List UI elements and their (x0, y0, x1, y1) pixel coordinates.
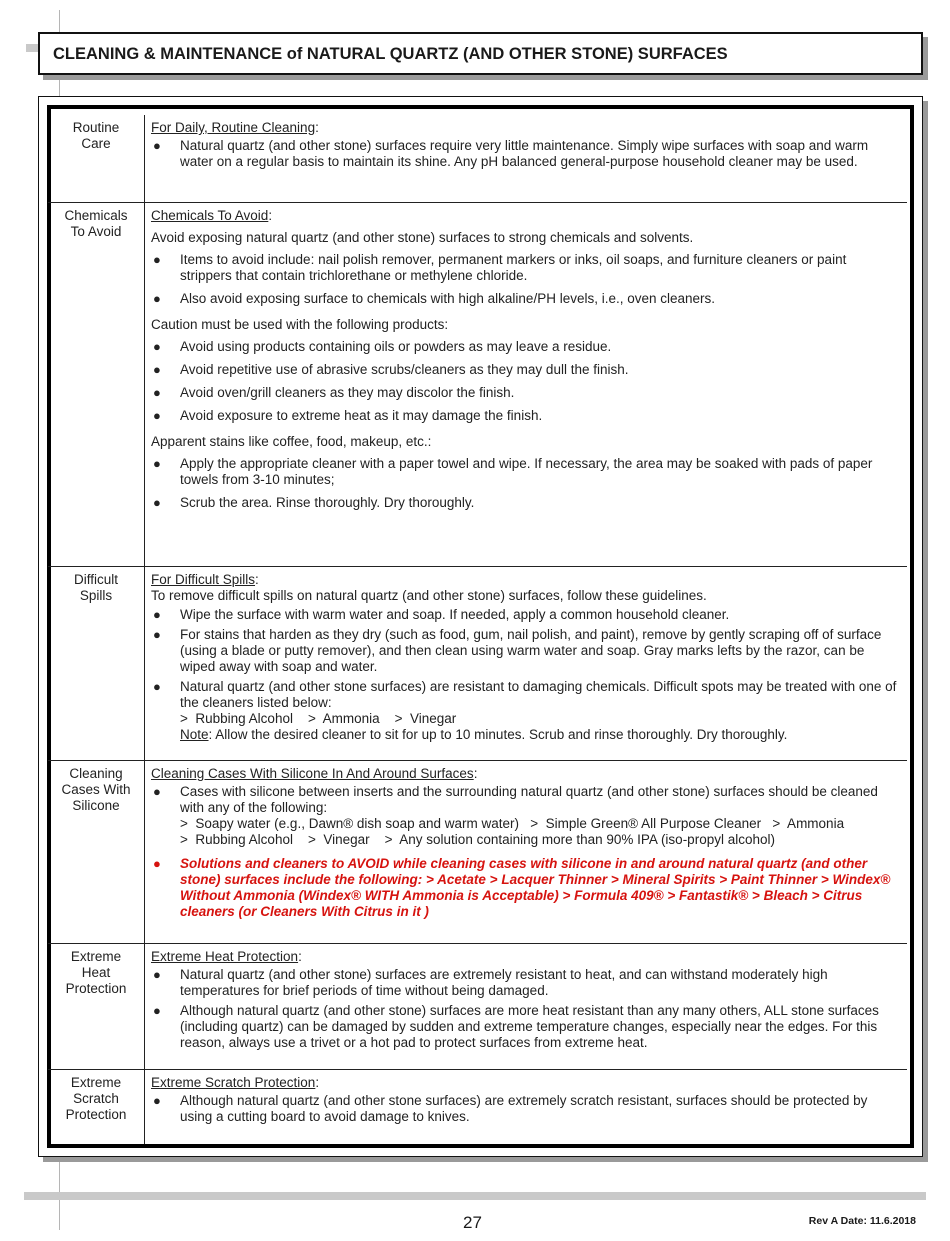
label-difficult-spills (48, 566, 145, 760)
stains-intro: Apparent stains like coffee, food, makeup, etc.: (151, 433, 432, 449)
cleaners-list: > Rubbing Alcohol > Ammonia > Vinegar (180, 710, 457, 726)
row-silicone (48, 760, 907, 943)
bullet-icon: ● (153, 678, 161, 694)
list-item: ● Natural quartz (and other stone) surfaces are extremely resistant to heat, and can withstand moderately high temperatures for brief periods of time without being damaged. (153, 966, 828, 998)
warning-item: ● Solutions and cleaners to AVOID while cleaning cases with silicone in and around natural quartz (and other stone) surfaces include the following: > Acetate > Lacquer Thinner > Mineral Spirits > Paint Thinner > Windex® Without Ammonia (Windex® WITH Ammonia is Acceptable) > Formula 409® > Fantastik® > Bleach > Citrus cleaners (or Cleaners With Citrus in it ) (153, 855, 891, 919)
heading-heat: Extreme Heat Protection (151, 948, 299, 964)
list-item: ● Avoid repetitive use of abrasive scrubs/cleaners as they may dull the finish. (153, 361, 629, 377)
bullet-icon: ● (153, 855, 161, 871)
body-routine-care: For Daily, Routine Cleaning: ● Natural quartz (and other stone) surfaces require very little maintenance. Simply wipe surfaces with soap and warm water on a regular basis to maintain its shine. Any pH balanced general-purpose household cleaner may be used. (145, 115, 908, 202)
heading-silicone: Cleaning Cases With Silicone In And Around Surfaces (151, 765, 474, 781)
label-silicone (48, 760, 145, 943)
label-text: Chemicals To Avoid (64, 207, 128, 239)
label-scratch (48, 1069, 145, 1144)
label-routine-care (48, 115, 145, 202)
note: Note: Allow the desired cleaner to sit for up to 10 minutes. Scrub and rinse thoroughly. Dry thoroughly. (180, 726, 788, 742)
bullet-icon: ● (153, 361, 161, 377)
spills-intro: To remove difficult spills on natural quartz (and other stone) surfaces, follow these guidelines. (151, 587, 707, 603)
row-routine-care (48, 115, 907, 202)
bullet-icon: ● (153, 455, 161, 471)
bullet-icon: ● (153, 626, 161, 642)
bullet-icon: ● (153, 138, 161, 153)
page-title: CLEANING & MAINTENANCE of NATURAL QUARTZ (AND OTHER STONE) SURFACES (53, 45, 728, 63)
bullet-icon: ● (153, 1002, 161, 1018)
caution-intro: Caution must be used with the following products: (151, 316, 449, 332)
body-difficult-spills: For Difficult Spills: To remove difficult spills on natural quartz (and other stone) surfaces, follow these guidelines. ● Wipe the surface with warm water and soap. If needed, apply a common household cleaner. ● For stains that harden as they dry (such as food, gum, nail polish, and paint), remove by gently scraping off of surface (using a blade or putty remover), and then clean using warm water and soap. Gray marks lefts by the razor, can be wiped away with soap and water. ● Natural quartz (and other stone surfaces) are resistant to damaging chemicals. Difficult spots may be treated with one of the cleaners listed below: > Rubbing Alcohol > Ammonia > Vinegar Note: Allow the desired cleaner to sit for up to 10 minutes. Scrub and rinse thoroughly. Dry thoroughly. (145, 566, 908, 760)
label-text: Cleaning Cases With Silicone (61, 765, 131, 813)
bullet-icon: ● (153, 783, 161, 799)
row-difficult-spills (48, 566, 907, 760)
bullet-icon: ● (153, 494, 161, 510)
list-item: ● Avoid oven/grill cleaners as they may discolor the finish. (153, 384, 515, 400)
list-item: ● Although natural quartz (and other stone surfaces) are extremely scratch resistant, surfaces should be protected by using a cutting board to avoid damage to knives. (153, 1092, 868, 1124)
care-table (48, 115, 907, 1144)
label-text: Routine Care (72, 120, 120, 151)
page-number: 27 (463, 1213, 482, 1232)
body-chemicals: Chemicals To Avoid: Avoid exposing natural quartz (and other stone) surfaces to strong chemicals and solvents. ● Items to avoid include: nail polish remover, permanent markers or inks, oil soaps, and furniture cleaners or paint strippers that contain trichlorethane or methylene chloride. ● Also avoid exposing surface to chemicals with high alkaline/PH levels, i.e., oven cleaners. Caution must be used with the following products: ● Avoid using products containing oils or powders as may leave a residue. ● Avoid repetitive use of abrasive scrubs/cleaners as they may dull the finish. ● Avoid oven/grill cleaners as they may discolor the finish. ● Avoid exposure to extreme heat as it may damage the finish. Apparent stains like coffee, food, makeup, etc.: ● Apply the appropriate cleaner with a paper towel and wipe. If necessary, the area may be soaked with pads of paper towels from 3-10 minutes; ● Scrub the area. Rinse thoroughly. Dry thoroughly. (145, 202, 908, 566)
label-text: Extreme Heat Protection (65, 948, 127, 996)
list-item: ● Cases with silicone between inserts and the surrounding natural quartz (and other stone) surfaces should be cleaned with any of the following: > Soapy water (e.g., Dawn® dish soap and warm water) > Simple Green® All Purpose Cleaner > Ammonia > Rubbing Alcohol > Vinegar > Any solution containing more than 90% IPA (iso-propyl alcohol) (151, 784, 897, 848)
bullet-icon: ● (153, 407, 161, 423)
title-box (38, 32, 923, 75)
row-scratch (48, 1069, 907, 1144)
list-item: ● For stains that harden as they dry (such as food, gum, nail polish, and paint), remove by gently scraping off of surface (using a blade or putty remover), and then clean using warm water and soap. Gray marks lefts by the razor, can be wiped away with soap and water. (153, 626, 882, 674)
label-text: Extreme Scratch Protection (65, 1074, 127, 1122)
label-heat (48, 943, 145, 1069)
label-text: Difficult Spills (73, 571, 118, 603)
bullet-icon: ● (153, 338, 161, 354)
list-item: ● Wipe the surface with warm water and soap. If needed, apply a common household cleaner. (153, 606, 730, 622)
list-item: ● Natural quartz (and other stone surfaces) are resistant to damaging chemicals. Difficult spots may be treated with one of the cleaners listed below: > Rubbing Alcohol > Ammonia > Vinegar Note: Allow the desired cleaner to sit for up to 10 minutes. Scrub and rinse thoroughly. Dry thoroughly. (153, 678, 897, 742)
row-heat (48, 943, 907, 1069)
chemicals-intro: Avoid exposing natural quartz (and other stone) surfaces to strong chemicals and solvents. (151, 229, 694, 245)
list-item: ● Scrub the area. Rinse thoroughly. Dry thoroughly. (153, 494, 475, 510)
list-item: ● Although natural quartz (and other stone) surfaces are more heat resistant than any many others, ALL stone surfaces (including quartz) can be damaged by sudden and extreme temperature changes, especially near the edges. For this reason, always use a trivet or a hot pad to protect surfaces from extreme heat. (153, 1002, 879, 1050)
bullet-icon: ● (153, 251, 161, 267)
bullet-icon: ● (153, 966, 161, 982)
footer-bar (24, 1192, 926, 1200)
heading-routine: For Daily, Routine Cleaning (151, 120, 316, 135)
bullet-icon: ● (153, 290, 161, 306)
body-silicone: Cleaning Cases With Silicone In And Around Surfaces: ● Cases with silicone between inserts and the surrounding natural quartz (and other stone) surfaces should be cleaned with any of the following: > Soapy water (e.g., Dawn® dish soap and warm water) > Simple Green® All Purpose Cleaner > Ammonia > Rubbing Alcohol > Vinegar > Any solution containing more than 90% IPA (iso-propyl alcohol) ● Solutions and cleaners to AVOID while cleaning cases with silicone in and around natural quartz (and other stone) surfaces include the following: > Acetate > Lacquer Thinner > Mineral Spirits > Paint Thinner > Windex® Without Ammonia (Windex® WITH Ammonia is Acceptable) > Formula 409® > Fantastik® > Bleach > Citrus cleaners (or Cleaners With Citrus in it ) (145, 760, 908, 943)
list-item: ● Avoid using products containing oils or powders as may leave a residue. (153, 338, 612, 354)
bullet-icon: ● (153, 384, 161, 400)
list-item: ● Avoid exposure to extreme heat as it may damage the finish. (153, 407, 543, 423)
row-chemicals (48, 202, 907, 566)
bullet-icon: ● (153, 1092, 161, 1108)
heading-spills: For Difficult Spills (151, 571, 256, 587)
bullet-icon: ● (153, 606, 161, 622)
list-item: ● Also avoid exposing surface to chemicals with high alkaline/PH levels, i.e., oven cleaners. (153, 290, 716, 306)
list-item: ● Apply the appropriate cleaner with a paper towel and wipe. If necessary, the area may be soaked with pads of paper towels from 3-10 minutes; (153, 455, 873, 487)
heading-scratch: Extreme Scratch Protection (151, 1074, 316, 1090)
list-item: ● Items to avoid include: nail polish remover, permanent markers or inks, oil soaps, and furniture cleaners or paint strippers that contain trichlorethane or methylene chloride. (153, 251, 847, 283)
approved-cleaners-a: > Soapy water (e.g., Dawn® dish soap and warm water) > Simple Green® All Purpose Cleaner > Ammonia (180, 815, 845, 831)
list-item: ● Natural quartz (and other stone) surfaces require very little maintenance. Simply wipe surfaces with soap and warm water on a regular basis to maintain its shine. Any pH balanced general-purpose household cleaner may be used. (153, 138, 869, 169)
body-heat: Extreme Heat Protection: ● Natural quartz (and other stone) surfaces are extremely resistant to heat, and can withstand moderately high temperatures for brief periods of time without being damaged. ● Although natural quartz (and other stone) surfaces are more heat resistant than any many others, ALL stone surfaces (including quartz) can be damaged by sudden and extreme temperature changes, especially near the edges. For this reason, always use a trivet or a hot pad to protect surfaces from extreme heat. (145, 943, 908, 1069)
revision-date: Rev A Date: 11.6.2018 (808, 1215, 916, 1227)
approved-cleaners-b: > Rubbing Alcohol > Vinegar > Any solution containing more than 90% IPA (iso-propyl alcohol) (180, 831, 775, 847)
heading-chemicals: Chemicals To Avoid (151, 207, 269, 223)
body-scratch: Extreme Scratch Protection: ● Although natural quartz (and other stone surfaces) are extremely scratch resistant, surfaces should be protected by using a cutting board to avoid damage to knives. (145, 1069, 908, 1144)
label-chemicals (48, 202, 145, 566)
